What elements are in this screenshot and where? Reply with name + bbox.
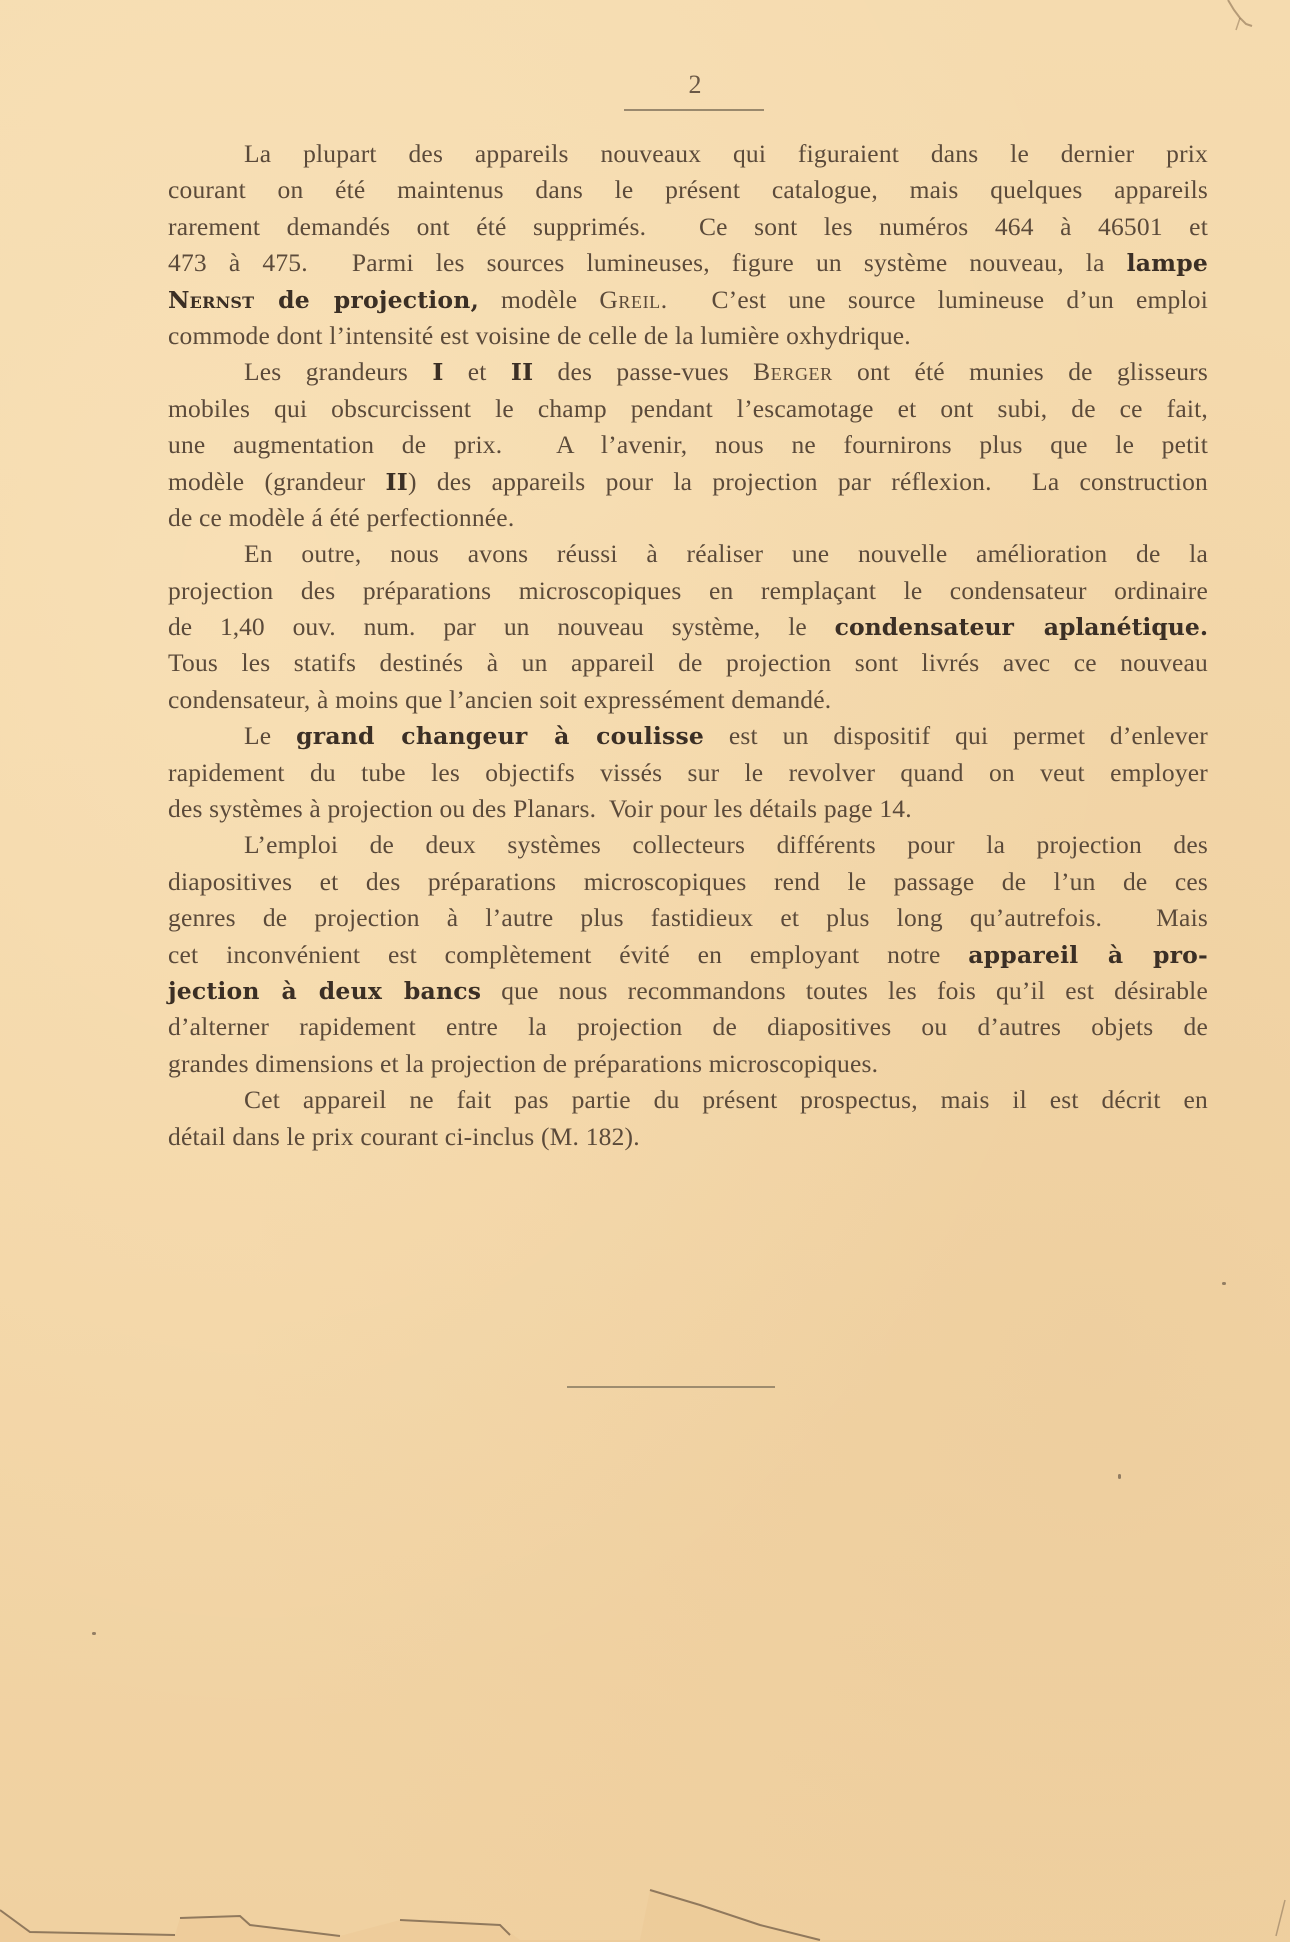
text-run: L’emploi de deux systèmes collecteurs différents pour la projection des <box>244 830 1208 860</box>
text-run: cet inconvénient est complètement évité en employant notre <box>168 939 969 969</box>
text-run: projection des préparations microscopiques en remplaçant le condensateur ordinaire <box>168 575 1208 605</box>
text-line <box>168 755 1208 791</box>
bold-term: II <box>385 467 408 496</box>
page-number: 2 <box>688 70 702 99</box>
text-run: commode dont l’intensité est voisine de celle de la lumière oxhydrique. <box>168 320 911 350</box>
torn-bottom-edge <box>0 1880 1290 1942</box>
text-line <box>168 464 1208 500</box>
corner-crease-mark <box>1226 0 1262 40</box>
text-run: ) des appareils pour la projection par réflexion. La construction <box>407 466 1208 496</box>
text-run: des passe-vues <box>533 357 754 387</box>
bold-term: jection à deux bancs <box>168 976 482 1005</box>
paragraph <box>168 1082 1208 1155</box>
text-line <box>168 682 1208 718</box>
text-line <box>168 172 1208 208</box>
text-line <box>168 973 1208 1009</box>
bold-term: condensateur aplanétique. <box>834 613 1209 642</box>
text-line <box>168 1119 1208 1155</box>
text-line <box>168 536 1208 572</box>
text-line <box>168 1082 1208 1118</box>
text-run: une augmentation de prix. A l’avenir, nous ne fournirons plus que le petit <box>168 430 1208 460</box>
bold-term: II <box>510 358 534 387</box>
ink-speck <box>1118 1474 1121 1479</box>
text-run: d’alterner rapidement entre la projection de diapositives ou d’autres objets de <box>168 1012 1208 1042</box>
text-run: genres de projection à l’autre plus fastidieux et plus long qu’autrefois. Mais <box>168 903 1208 933</box>
text-run: est un dispositif qui permet d’enlever <box>704 721 1208 751</box>
text-line <box>168 609 1208 645</box>
text-run: ont été munies de glisseurs <box>832 357 1208 387</box>
text-line <box>168 500 1208 536</box>
text-run: et <box>443 357 511 387</box>
small-caps-name: Berger <box>753 357 833 387</box>
text-line <box>168 791 1208 827</box>
text-run: La plupart des appareils nouveaux qui figuraient dans le dernier prix <box>244 139 1208 168</box>
text-run: 473 à 475. Parmi les sources lumineuses, figure un système nouveau, la <box>168 248 1127 278</box>
paragraph <box>168 718 1208 827</box>
text-run: diapositives et des préparations microscopiques rend le passage de l’un de ces <box>168 866 1208 896</box>
text-run: modèle (grandeur <box>168 466 386 496</box>
text-line <box>168 864 1208 900</box>
text-line <box>168 718 1208 754</box>
text-run: rapidement du tube les objectifs vissés sur le revolver quand on veut employer <box>168 757 1208 787</box>
text-run: détail dans le prix courant ci-inclus (M. 182). <box>168 1121 640 1151</box>
text-line <box>168 1046 1208 1082</box>
text-run: Les grandeurs <box>244 357 433 387</box>
ink-speck <box>92 1632 96 1635</box>
text-line <box>168 427 1208 463</box>
paragraph <box>168 136 1208 354</box>
text-line <box>168 1009 1208 1045</box>
paragraph <box>168 354 1208 536</box>
text-run: Cet appareil ne fait pas partie du présent prospectus, mais il est décrit en <box>244 1085 1208 1115</box>
bold-term: de projection, <box>254 285 479 314</box>
text-run: de ce modèle á été perfectionnée. <box>168 502 515 532</box>
bold-term: appareil à pro- <box>968 940 1208 969</box>
text-line <box>168 282 1208 318</box>
ink-speck <box>1222 1282 1226 1285</box>
text-run: grandes dimensions et la projection de préparations microscopiques. <box>168 1048 879 1078</box>
text-run: courant on été maintenus dans le présent catalogue, mais quelques appareils <box>168 175 1208 205</box>
text-run: que nous recommandons toutes les fois qu’il est désirable <box>481 975 1208 1005</box>
text-line <box>168 209 1208 245</box>
text-line <box>168 573 1208 609</box>
text-line <box>168 245 1208 281</box>
text-run: condensateur, à moins que l’ancien soit expressément demandé. <box>168 684 832 714</box>
text-run: modèle <box>478 284 600 314</box>
bold-term: grand changeur à coulisse <box>296 722 705 751</box>
text-line <box>168 937 1208 973</box>
text-run: mobiles qui obscurcissent le champ pendant l’escamotage et ont subi, de ce fait, <box>168 393 1208 423</box>
body-text <box>168 136 1208 1155</box>
bold-term: I <box>432 358 444 387</box>
text-line <box>168 318 1208 354</box>
bold-term: Nernst <box>168 285 255 314</box>
paragraph <box>168 827 1208 1082</box>
text-line <box>168 900 1208 936</box>
text-run: En outre, nous avons réussi à réaliser une nouvelle amélioration de la <box>244 539 1208 569</box>
text-line <box>168 827 1208 863</box>
text-line <box>168 354 1208 390</box>
paragraph <box>168 536 1208 718</box>
text-run: Le <box>244 721 297 751</box>
text-run: Tous les statifs destinés à un appareil de projection sont livrés avec ce nouveau <box>168 648 1208 678</box>
small-caps-name: Greil <box>599 284 661 314</box>
text-line <box>168 391 1208 427</box>
text-run: des systèmes à projection ou des Planars. Voir pour les détails page 14. <box>168 794 912 824</box>
text-run: rarement demandés ont été supprimés. Ce sont les numéros 464 à 46501 et <box>168 211 1208 241</box>
text-line <box>168 136 1208 172</box>
text-run: . C’est une source lumineuse d’un emploi <box>660 284 1208 314</box>
header-rule <box>624 109 764 111</box>
text-line <box>168 645 1208 681</box>
bold-term: lampe <box>1126 249 1208 278</box>
text-run: de 1,40 ouv. num. par un nouveau système, le <box>168 612 835 642</box>
footer-rule <box>567 1386 775 1388</box>
